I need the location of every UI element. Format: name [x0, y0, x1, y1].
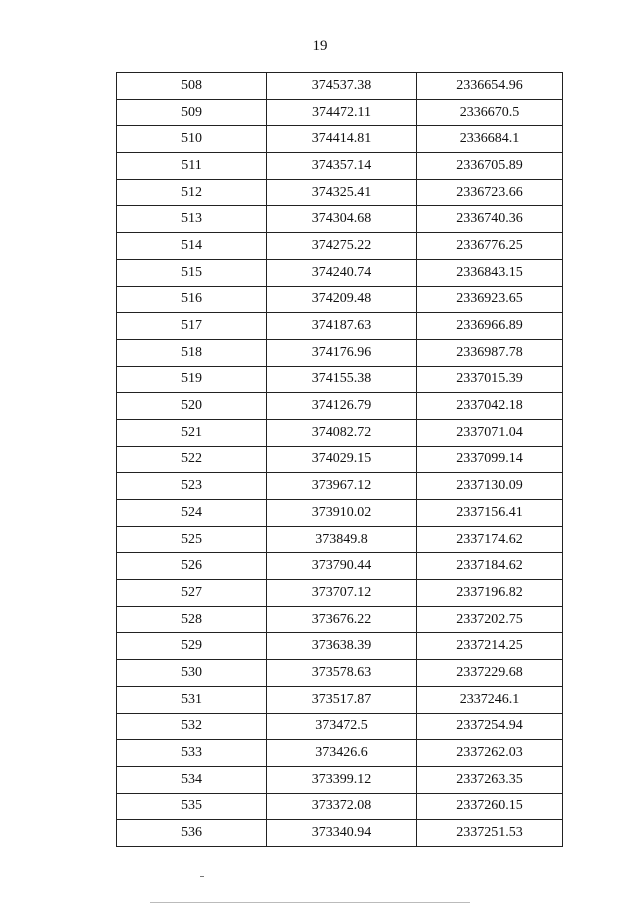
table-row: [117, 339, 563, 366]
y-coordinate-cell: 2337246.1: [417, 686, 563, 713]
x-coordinate-cell: 373707.12: [267, 580, 417, 607]
x-coordinate-cell: 374414.81: [267, 126, 417, 153]
table-row: [117, 446, 563, 473]
y-coordinate-cell: 2337071.04: [417, 419, 563, 446]
point-number-cell: 531: [117, 686, 267, 713]
x-coordinate-cell: 373517.87: [267, 686, 417, 713]
x-coordinate-cell: 374304.68: [267, 206, 417, 233]
x-coordinate-cell: 373426.6: [267, 740, 417, 767]
table-row: [117, 286, 563, 313]
x-coordinate-cell: 373790.44: [267, 553, 417, 580]
x-coordinate-cell: 374537.38: [267, 73, 417, 100]
y-coordinate-cell: 2337174.62: [417, 526, 563, 553]
y-coordinate-cell: 2336684.1: [417, 126, 563, 153]
y-coordinate-cell: 2337251.53: [417, 820, 563, 847]
y-coordinate-cell: 2337042.18: [417, 393, 563, 420]
x-coordinate-cell: 373578.63: [267, 660, 417, 687]
table-row: [117, 206, 563, 233]
y-coordinate-cell: 2337015.39: [417, 366, 563, 393]
point-number-cell: 519: [117, 366, 267, 393]
y-coordinate-cell: 2337202.75: [417, 606, 563, 633]
point-number-cell: 527: [117, 580, 267, 607]
x-coordinate-cell: 373967.12: [267, 473, 417, 500]
point-number-cell: 521: [117, 419, 267, 446]
table-row: [117, 153, 563, 180]
table-row: [117, 500, 563, 527]
y-coordinate-cell: 2337184.62: [417, 553, 563, 580]
y-coordinate-cell: 2337260.15: [417, 793, 563, 820]
y-coordinate-cell: 2337214.25: [417, 633, 563, 660]
table-row: [117, 366, 563, 393]
y-coordinate-cell: 2336776.25: [417, 233, 563, 260]
x-coordinate-cell: 374126.79: [267, 393, 417, 420]
x-coordinate-cell: 373910.02: [267, 500, 417, 527]
point-number-cell: 508: [117, 73, 267, 100]
point-number-cell: 509: [117, 99, 267, 126]
bottom-rule: [150, 902, 470, 903]
table-row: [117, 419, 563, 446]
x-coordinate-cell: 374082.72: [267, 419, 417, 446]
y-coordinate-cell: 2336723.66: [417, 179, 563, 206]
table-row: [117, 713, 563, 740]
table-row: [117, 179, 563, 206]
x-coordinate-cell: 373676.22: [267, 606, 417, 633]
table-row: [117, 553, 563, 580]
table-row: [117, 686, 563, 713]
x-coordinate-cell: 374240.74: [267, 259, 417, 286]
point-number-cell: 514: [117, 233, 267, 260]
y-coordinate-cell: 2336670.5: [417, 99, 563, 126]
table-row: [117, 393, 563, 420]
x-coordinate-cell: 374187.63: [267, 313, 417, 340]
point-number-cell: 534: [117, 766, 267, 793]
x-coordinate-cell: 374176.96: [267, 339, 417, 366]
y-coordinate-cell: 2337099.14: [417, 446, 563, 473]
point-number-cell: 522: [117, 446, 267, 473]
point-number-cell: 529: [117, 633, 267, 660]
coordinate-table: [116, 72, 563, 847]
x-coordinate-cell: 373340.94: [267, 820, 417, 847]
y-coordinate-cell: 2337156.41: [417, 500, 563, 527]
point-number-cell: 510: [117, 126, 267, 153]
x-coordinate-cell: 373399.12: [267, 766, 417, 793]
table-row: [117, 793, 563, 820]
y-coordinate-cell: 2336843.15: [417, 259, 563, 286]
x-coordinate-cell: 373372.08: [267, 793, 417, 820]
point-number-cell: 523: [117, 473, 267, 500]
x-coordinate-cell: 374325.41: [267, 179, 417, 206]
table-row: [117, 660, 563, 687]
table-row: [117, 99, 563, 126]
table-row: [117, 580, 563, 607]
point-number-cell: 533: [117, 740, 267, 767]
y-coordinate-cell: 2336705.89: [417, 153, 563, 180]
table-row: [117, 606, 563, 633]
y-coordinate-cell: 2337254.94: [417, 713, 563, 740]
point-number-cell: 536: [117, 820, 267, 847]
table-row: [117, 820, 563, 847]
point-number-cell: 518: [117, 339, 267, 366]
point-number-cell: 530: [117, 660, 267, 687]
table-row: [117, 126, 563, 153]
table-row: [117, 313, 563, 340]
y-coordinate-cell: 2337263.35: [417, 766, 563, 793]
x-coordinate-cell: 374275.22: [267, 233, 417, 260]
y-coordinate-cell: 2336966.89: [417, 313, 563, 340]
y-coordinate-cell: 2336923.65: [417, 286, 563, 313]
y-coordinate-cell: 2337262.03: [417, 740, 563, 767]
page-number: 19: [312, 38, 328, 54]
scan-mark: [200, 876, 204, 877]
point-number-cell: 520: [117, 393, 267, 420]
point-number-cell: 532: [117, 713, 267, 740]
y-coordinate-cell: 2337229.68: [417, 660, 563, 687]
x-coordinate-cell: 374357.14: [267, 153, 417, 180]
point-number-cell: 535: [117, 793, 267, 820]
x-coordinate-cell: 374472.11: [267, 99, 417, 126]
table-row: [117, 233, 563, 260]
point-number-cell: 516: [117, 286, 267, 313]
point-number-cell: 526: [117, 553, 267, 580]
point-number-cell: 525: [117, 526, 267, 553]
point-number-cell: 524: [117, 500, 267, 527]
table-row: [117, 526, 563, 553]
y-coordinate-cell: 2337130.09: [417, 473, 563, 500]
table-row: [117, 259, 563, 286]
table-row: [117, 740, 563, 767]
coordinate-table-body: [117, 73, 563, 847]
y-coordinate-cell: 2336740.36: [417, 206, 563, 233]
y-coordinate-cell: 2336987.78: [417, 339, 563, 366]
x-coordinate-cell: 374029.15: [267, 446, 417, 473]
x-coordinate-cell: 374155.38: [267, 366, 417, 393]
x-coordinate-cell: 373849.8: [267, 526, 417, 553]
point-number-cell: 517: [117, 313, 267, 340]
table-row: [117, 766, 563, 793]
point-number-cell: 511: [117, 153, 267, 180]
table-row: [117, 633, 563, 660]
table-row: [117, 73, 563, 100]
table-row: [117, 473, 563, 500]
x-coordinate-cell: 373472.5: [267, 713, 417, 740]
x-coordinate-cell: 373638.39: [267, 633, 417, 660]
point-number-cell: 515: [117, 259, 267, 286]
x-coordinate-cell: 374209.48: [267, 286, 417, 313]
point-number-cell: 512: [117, 179, 267, 206]
point-number-cell: 513: [117, 206, 267, 233]
y-coordinate-cell: 2337196.82: [417, 580, 563, 607]
point-number-cell: 528: [117, 606, 267, 633]
y-coordinate-cell: 2336654.96: [417, 73, 563, 100]
